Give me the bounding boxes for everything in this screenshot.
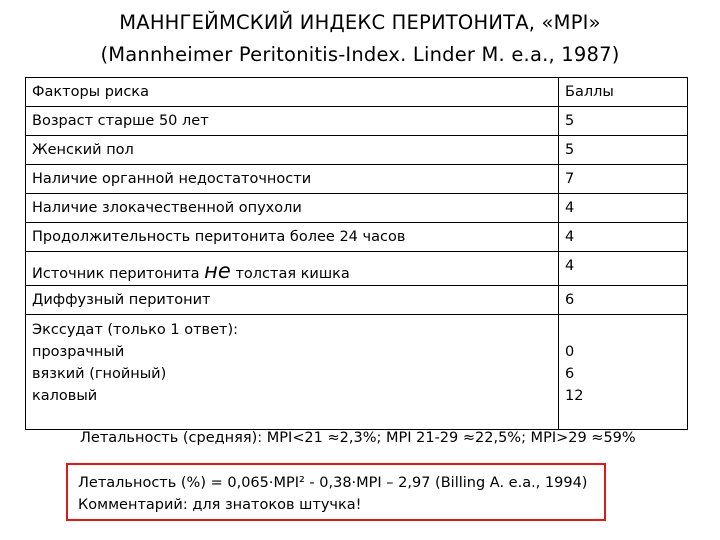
header-factors: Факторы риска bbox=[26, 78, 559, 107]
exudate-option-points: 6 bbox=[565, 366, 575, 382]
factor-cell: Наличие органной недостаточности bbox=[26, 165, 559, 194]
table-row bbox=[26, 223, 688, 252]
exudate-heading: Экссудат (только 1 ответ): bbox=[32, 322, 239, 338]
table-row bbox=[26, 194, 688, 223]
comment-text: Комментарий: для знатоков штучка! bbox=[78, 497, 362, 513]
risk-factors-table bbox=[25, 77, 688, 430]
factor-suffix: толстая кишка bbox=[235, 266, 350, 282]
page-subtitle: (Mannheimer Peritonitis-Index. Linder M. e.a., 1987) bbox=[100, 43, 620, 66]
factor-emphasis: не bbox=[204, 259, 231, 283]
exudate-points-cell bbox=[559, 315, 688, 430]
factor-cell: Наличие злокачественной опухоли bbox=[26, 194, 559, 223]
table-row bbox=[26, 286, 688, 315]
mortality-summary: Летальность (средняя): MPI<21 ≈2,3%; MPI 21-29 ≈22,5%; MPI>29 ≈59% bbox=[80, 430, 636, 446]
table-row bbox=[26, 136, 688, 165]
factor-cell: Возраст старше 50 лет bbox=[26, 107, 559, 136]
exudate-option-points: 12 bbox=[565, 388, 584, 404]
formula-text: Летальность (%) = 0,065·MPI² - 0,38·MPI – 2,97 (Billing A. e.a., 1994) bbox=[78, 475, 588, 491]
header-points: Баллы bbox=[559, 78, 688, 107]
exudate-option-label: вязкий (гнойный) bbox=[32, 366, 167, 382]
factor-cell bbox=[26, 252, 559, 286]
points-cell: 4 bbox=[559, 223, 688, 252]
table-row bbox=[26, 165, 688, 194]
exudate-option-label: каловый bbox=[32, 388, 98, 404]
points-cell: 5 bbox=[559, 136, 688, 165]
points-cell: 7 bbox=[559, 165, 688, 194]
formula-box bbox=[66, 463, 606, 521]
table-row bbox=[26, 107, 688, 136]
table-row bbox=[26, 252, 688, 286]
exudate-factor-cell bbox=[26, 315, 559, 430]
factor-cell: Женский пол bbox=[26, 136, 559, 165]
points-cell: 4 bbox=[559, 252, 688, 286]
points-cell: 5 bbox=[559, 107, 688, 136]
factor-prefix: Источник перитонита bbox=[32, 266, 200, 282]
points-cell: 6 bbox=[559, 286, 688, 315]
page-title: МАННГЕЙМСКИЙ ИНДЕКС ПЕРИТОНИТА, «MPI» bbox=[119, 11, 601, 34]
table-header-row bbox=[26, 78, 688, 107]
exudate-option-label: прозрачный bbox=[32, 344, 125, 360]
exudate-row bbox=[26, 315, 688, 430]
factor-cell: Диффузный перитонит bbox=[26, 286, 559, 315]
factor-cell: Продолжительность перитонита более 24 часов bbox=[26, 223, 559, 252]
exudate-option-points: 0 bbox=[565, 344, 575, 360]
points-cell: 4 bbox=[559, 194, 688, 223]
